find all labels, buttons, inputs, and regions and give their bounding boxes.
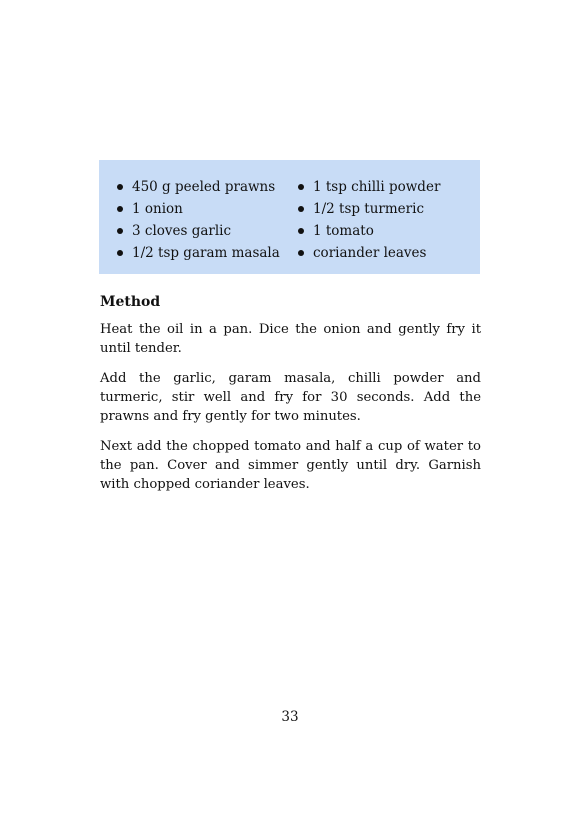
ingredients-box	[99, 160, 480, 274]
ingredient-label: 1 tomato	[313, 223, 374, 239]
method-paragraph: Add the garlic, garam masala, chilli powder and turmeric, stir well and fry for 30 seconds. Add the prawns and fry gently for two minutes.	[100, 371, 481, 424]
bullet-icon	[298, 184, 304, 190]
ingredient-label: 1 tsp chilli powder	[313, 179, 441, 195]
ingredient-item	[298, 242, 440, 264]
ingredients-list-right	[298, 176, 440, 264]
method-paragraph: Heat the oil in a pan. Dice the onion and gently fry it until tender.	[100, 322, 481, 356]
ingredient-item	[117, 220, 280, 242]
method-body	[100, 320, 481, 505]
ingredient-item	[298, 198, 440, 220]
bullet-icon	[117, 206, 123, 212]
ingredient-label: 1/2 tsp garam masala	[132, 245, 280, 261]
bullet-icon	[298, 250, 304, 256]
method-paragraph: Next add the chopped tomato and half a cup of water to the pan. Cover and simmer gently until dry. Garnish with chopped coriander leaves.	[100, 439, 481, 492]
ingredient-item	[117, 176, 280, 198]
bullet-icon	[117, 184, 123, 190]
ingredient-label: 3 cloves garlic	[132, 223, 232, 239]
page-number: 33	[281, 709, 299, 725]
ingredient-label: 1 onion	[132, 201, 183, 217]
bullet-icon	[117, 250, 123, 256]
method-heading: Method	[100, 294, 161, 310]
bullet-icon	[117, 228, 123, 234]
bullet-icon	[298, 206, 304, 212]
ingredient-item	[298, 220, 440, 242]
ingredient-label: 450 g peeled prawns	[132, 179, 276, 195]
ingredient-label: coriander leaves	[313, 245, 427, 261]
ingredient-item	[298, 176, 440, 198]
ingredient-label: 1/2 tsp turmeric	[313, 201, 424, 217]
ingredients-list-left	[117, 176, 280, 264]
ingredient-item	[117, 242, 280, 264]
ingredient-item	[117, 198, 280, 220]
bullet-icon	[298, 228, 304, 234]
